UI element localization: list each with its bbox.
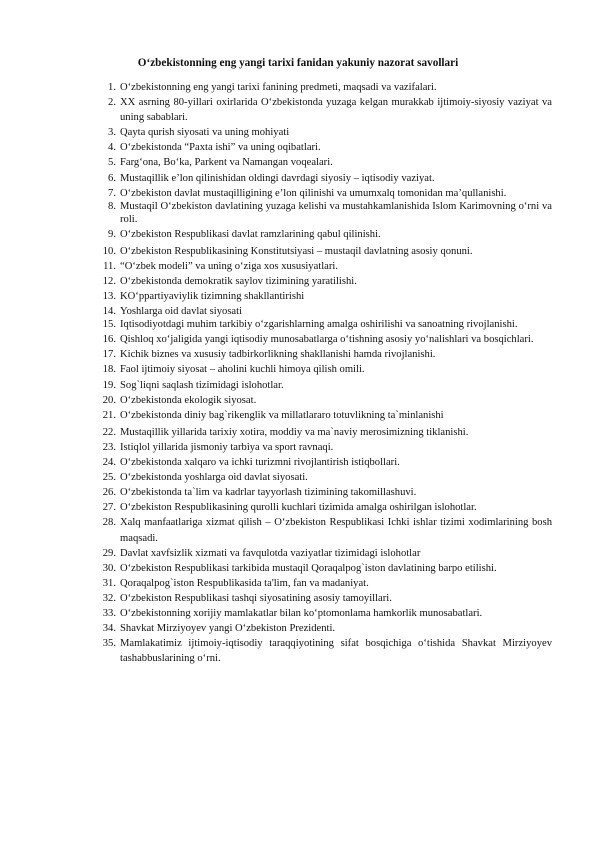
question-item [99,289,552,304]
question-text: Mustaqillik e’lon qilinishidan oldingi davrdagi siyosiy – iqtisodiy vaziyat. [120,172,435,184]
question-number: 21. [102,409,116,421]
question-item [99,395,552,408]
question-text: Iqtisodiyotdagi muhim tarkibiy o‘zgarishlarning amalga oshirilishi va sanoatning rivojlanishi. [120,319,518,331]
question-number: 29. [102,547,116,559]
question-number: 17. [102,349,116,361]
question-item [99,304,552,319]
question-item [99,171,552,186]
question-number: 32. [102,592,116,604]
question-text: Farg‘ona, Bo‘ka, Parkent va Namangan voqealari. [120,157,333,169]
question-text: O‘zbekistonda “Paxta ishi” va uning oqibatlari. [120,142,321,154]
question-item [99,349,552,362]
question-text: O‘zbekistonning eng yangi tarixi fanining predmeti, maqsadi va vazifalari. [120,82,437,93]
question-item [99,95,552,125]
question-text: Mustaqil O‘zbekiston davlatining yuzaga kelishi va mustahkamlanishida Islom Karimovning o‘rni va roli. [120,200,552,225]
question-text: O‘zbekiston Respublikasining qurolli kuchlari tizimida amalga oshirilgan islohotlar. [120,502,477,514]
question-number: 19. [102,379,116,391]
question-item [99,410,552,423]
question-item [99,229,552,242]
question-number: 22. [102,426,116,438]
question-text: Mamlakatimiz ijtimoiy-iqtisodiy taraqqiyotining sifat bosqichiga o‘tishida Shavkat Mirziyoyev tashabbuslarining o‘rni. [120,638,552,665]
question-number: 1. [108,82,116,93]
question-item [99,591,552,606]
question-number: 28. [102,517,116,529]
question-text: XX asrning 80-yillari oxirlarida O‘zbekistonda yuzaga kelgan murakkab ijtimoiy-siyosiy vaziyat va uning sabablari. [120,97,552,124]
question-number: 35. [102,638,116,650]
question-text: Davlat xavfsizlik xizmati va favqulotda vaziyatlar tizimidagi islohotlar [120,547,421,559]
question-text: O‘zbekistonning xorijiy mamlakatlar bilan ko‘ptomonlama hamkorlik munosabatlari. [120,607,483,619]
question-text: Shavkat Mirziyoyev yangi O‘zbekiston Prezidenti. [120,623,336,635]
question-item [99,259,552,274]
question-number: 18. [102,364,116,376]
question-item [99,546,552,561]
question-item [99,576,552,591]
question-item [99,364,552,377]
question-text: Sog`liqni saqlash tizimidagi islohotlar. [120,379,284,391]
question-number: 26. [102,487,116,499]
question-text: O‘zbekiston Respublikasi davlat ramzlarining qabul qilinishi. [120,228,381,240]
question-number: 10. [102,245,116,257]
question-item [99,515,552,545]
question-item [99,621,552,636]
question-number: 31. [102,577,116,589]
question-number: 8. [108,200,116,212]
question-number: 25. [102,472,116,484]
question-item [99,470,552,485]
question-number: 20. [102,394,116,406]
question-text: O‘zbekistonda yoshlarga oid davlat siyosati. [120,472,308,484]
question-number: 11. [103,260,116,272]
question-number: 34. [102,623,116,635]
question-number: 9. [108,228,116,240]
question-text: Faol ijtimoiy siyosat – aholini kuchli himoya qilish omili. [120,364,365,376]
question-text: O‘zbekiston davlat mustaqilligining e’lon qilinishi va umumxalq tomonidan ma’qullanishi. [120,187,507,199]
question-text: O‘zbekiston Respublikasi tashqi siyosatining asosiy tamoyillari. [120,592,392,604]
question-item [99,561,552,576]
question-item [99,125,552,140]
question-text: Qishloq xo‘jaligida yangi iqtisodiy munosabatlarga o‘tishning asosiy yo‘nalishlari va bosqichlari. [120,334,534,346]
question-text: “O‘zbek modeli” va uning o‘ziga xos xususiyatlari. [120,260,338,272]
document-title: O‘zbekistonning eng yangi tarixi fanidan yakuniy nazorat savollari [137,57,459,69]
question-text: O‘zbekistonda xalqaro va ichki turizmni rivojlantirish istiqbollari. [120,457,400,469]
question-number: 30. [102,562,116,574]
question-number: 24. [102,457,116,469]
question-item [99,636,552,666]
question-text: O‘zbekiston Respublikasining Konstitutsiyasi – mustaqil davlatning asosiy qonuni. [120,245,473,257]
question-text: O‘zbekistonda diniy bag`rikenglik va millatlararo totuvlikning ta`minlanishi [120,409,444,421]
question-text: Istiqlol yillarida jismoniy tarbiya va sport ravnaqi. [120,441,334,453]
question-item [99,455,552,470]
question-item [99,140,552,155]
question-number: 2. [108,97,116,109]
question-number: 5. [108,157,116,169]
question-text: O‘zbekistonda ekologik siyosat. [120,394,257,406]
question-item [99,334,552,347]
question-number: 33. [102,607,116,619]
question-text: Xalq manfaatlariga xizmat qilish – O‘zbekiston Respublikasi Ichki ishlar tizimi xodimlarining bosh maqsadi. [120,517,552,544]
question-number: 7. [108,187,116,199]
question-item [99,244,552,259]
question-number: 15. [102,319,116,331]
question-text: O‘zbekistonda ta`lim va kadrlar tayyorlash tizimining takomillashuvi. [120,487,417,499]
question-number: 3. [108,127,116,139]
question-number: 6. [108,172,116,184]
question-item [99,186,552,201]
question-text: Yoshlarga oid davlat siyosati [120,306,243,318]
question-number: 12. [102,275,116,287]
question-text: Kichik biznes va xususiy tadbirkorlikning shakllanishi hamda rivojlanishi. [120,349,436,361]
question-text: O‘zbekiston Respublikasi tarkibida mustaqil Qoraqalpog`iston davlatining barpo etilishi. [120,562,497,574]
question-item [99,606,552,621]
question-number: 23. [102,441,116,453]
question-number: 14. [102,306,116,318]
question-text: Qayta qurish siyosati va uning mohiyati [120,127,290,139]
question-text: KO‘ppartiyaviylik tizimning shakllantirishi [120,291,305,303]
question-item [99,201,552,227]
question-item [99,380,552,393]
question-item [99,319,552,332]
question-item [99,80,552,95]
question-item [99,440,552,455]
question-number: 27. [102,502,116,514]
question-item [99,485,552,500]
question-number: 16. [102,334,116,346]
question-text: O‘zbekistonda demokratik saylov tizimining yaratilishi. [120,275,357,287]
question-text: Mustaqillik yillarida tarixiy xotira, moddiy va ma`naviy merosimizning tiklanishi. [120,426,469,438]
question-text: Qoraqalpog`iston Respublikasida ta'lim, fan va madaniyat. [120,577,369,589]
question-item [99,500,552,515]
question-item [99,274,552,289]
question-list [99,80,552,666]
question-number: 13. [102,291,116,303]
question-number: 4. [108,142,116,154]
question-item [99,425,552,440]
question-item [99,155,552,170]
